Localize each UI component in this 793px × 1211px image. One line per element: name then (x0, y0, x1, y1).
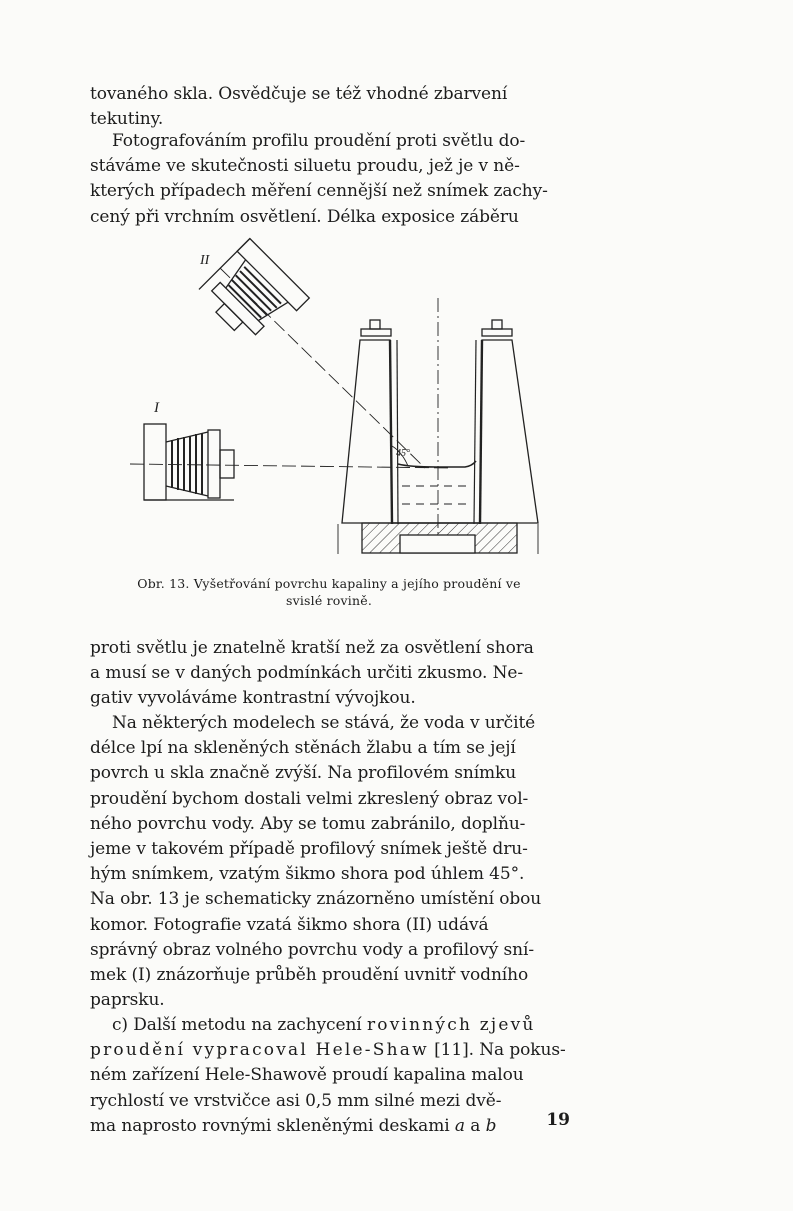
text-line: ném zařízení Hele-Shawově proudí kapalina malou (90, 1065, 524, 1086)
text-line: správný obraz volného povrchu vody a profilový sní- (90, 939, 534, 960)
text-line: proudění bychom dostali velmi zkreslený obraz vol- (90, 788, 529, 809)
text-run: c) Další metodu na zachycení (112, 1015, 367, 1035)
right-cap (482, 329, 512, 336)
text-line: kterých případech měření cennější než snímek zachy- (90, 181, 548, 202)
water-surface (398, 461, 476, 467)
text-line: gativ vyvoláváme kontrastní vývojkou. (90, 688, 416, 709)
italic-letter: a (454, 1115, 465, 1136)
text-run: [11]. Na pokus- (428, 1040, 566, 1061)
angle-label: 45° (396, 448, 410, 459)
text-line: délce lpí na skleněných stěnách žlabu a tím se její (90, 738, 516, 759)
text-line: Na některých modelech se stává, že voda v určité (112, 713, 536, 733)
text-line: mek (I) znázorňuje průběh proudění uvnitř vodního (90, 965, 529, 986)
camera-1-label: I (154, 400, 159, 416)
camera-2 (196, 239, 309, 352)
text-line: hým snímkem, vzatým šikmo shora pod úhlem 45°. (90, 864, 525, 885)
figure-13-diagram (120, 228, 570, 564)
right-support (480, 340, 538, 523)
paragraph-fotografovani (90, 129, 568, 230)
text-line: jeme v takovém případě profilový snímek ještě dru- (90, 839, 528, 860)
camera-2-label: II (200, 253, 210, 268)
text-line: proti světlu je znatelně kratší než za osvětlení shora (90, 638, 534, 658)
text-line: a musí se v daných podmínkách určiti zkusmo. Ne- (90, 663, 524, 684)
text-line: paprsku. (90, 990, 165, 1011)
figure-caption (90, 575, 568, 609)
text-line: tekutiny. (90, 109, 164, 130)
italic-letter: b (485, 1115, 497, 1136)
paragraph-top (90, 82, 568, 132)
left-cap (361, 329, 391, 336)
text-line (90, 1013, 568, 1038)
paragraph-proti-svetlu (90, 636, 568, 712)
text-run: a (464, 1115, 486, 1136)
paragraph-modely (90, 711, 568, 1013)
text-line (90, 1038, 568, 1063)
spaced-text: rovinných zjevů (366, 1015, 536, 1035)
text-line: tovaného skla. Osvědčuje se též vhodné zbarvení (90, 84, 508, 104)
page-number: 19 (546, 1110, 570, 1130)
paragraph-hele-shaw (90, 1013, 568, 1139)
text-line: Fotografováním profilu proudění proti světlu do- (112, 131, 526, 151)
text-line: Na obr. 13 je schematicky znázorněno umístění obou (90, 889, 542, 910)
caption-line: Obr. 13. Vyšetřování povrchu kapaliny a jejího proudění ve (137, 576, 521, 591)
text-line: rychlostí ve vrstvičce asi 0,5 mm silné mezi dvě- (90, 1090, 502, 1111)
left-support (342, 340, 392, 523)
text-line: povrch u skla značně zvýší. Na profilovém snímku (90, 763, 517, 784)
text-line: ného povrchu vody. Aby se tomu zabránilo, doplňu- (90, 813, 526, 834)
text-line: komor. Fotografie vzatá šikmo shora (II) udává (90, 914, 489, 935)
text-line: stáváme ve skutečnosti siluetu proudu, jež je v ně- (90, 156, 520, 177)
camera-1 (144, 424, 234, 500)
text-line: cený při vrchním osvětlení. Délka exposice záběru (90, 206, 519, 227)
text-run: ma naprosto rovnými skleněnými deskami (90, 1115, 455, 1136)
spaced-text: proudění vypracoval Hele-Shaw (90, 1040, 429, 1061)
caption-line: svislé rovině. (285, 593, 373, 608)
text-line (90, 1114, 568, 1139)
optical-axis-2 (220, 268, 425, 468)
